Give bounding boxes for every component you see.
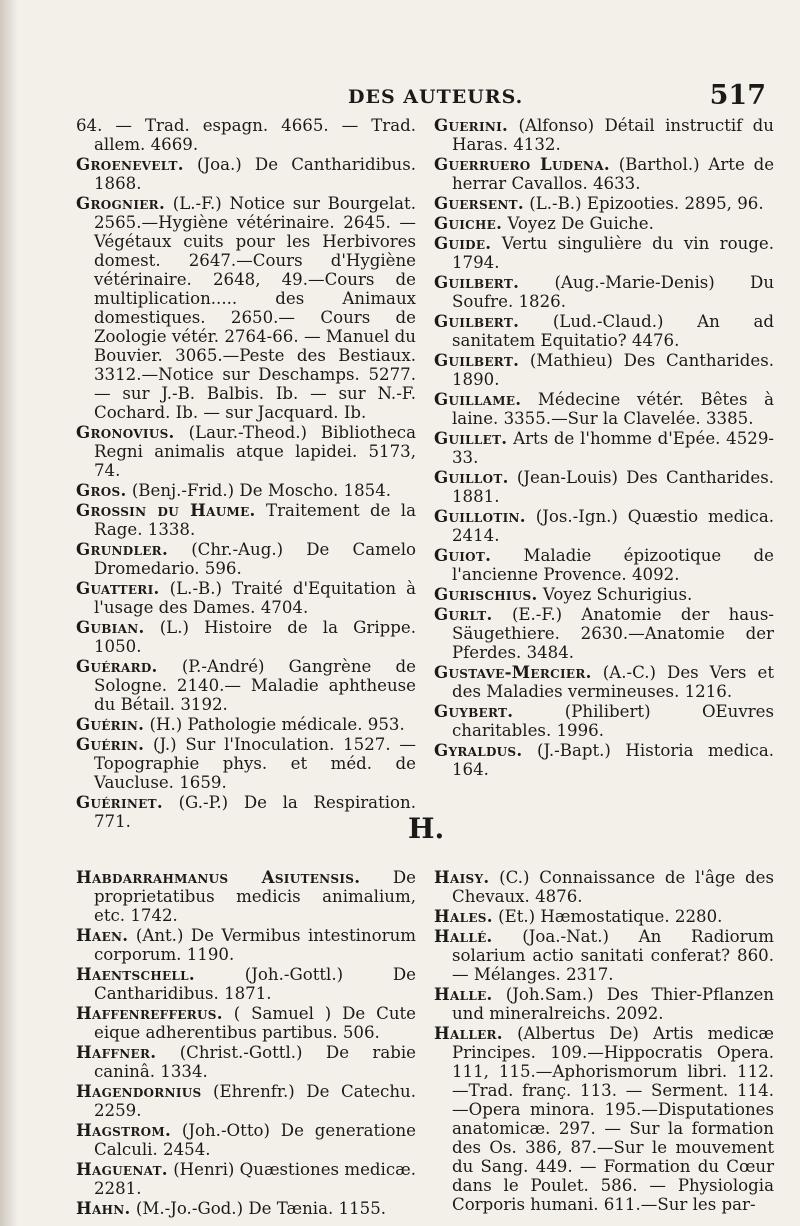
index-entry [434,214,774,233]
running-title: DES AUTEURS. [348,86,524,108]
author-name: Hales. [434,906,493,926]
author-name: Guillet. [434,428,508,448]
author-name: Groenevelt. [76,154,184,174]
author-name: Hagstrom. [76,1120,172,1140]
author-name: Grossin du Haume. [76,500,256,520]
entry-text: (L.-B.) Epizooties. 2895, 96. [529,194,764,213]
entry-text: De proprietatibus medicis animalium, etc. 1742. [94,868,416,925]
index-entry [434,234,774,272]
entry-text: (Et.) Hæmostatique. 2280. [498,907,723,926]
entry-text: (Joh.-Gottl.) De Cantharidibus. 1871. [94,965,416,1003]
index-entry [434,1024,774,1214]
entry-text: Voyez De Guiche. [507,214,654,233]
index-entry [434,985,774,1023]
entry-text: (Philibert) OEuvres charitables. 1996. [452,702,774,740]
right-column-h-entries [434,868,774,1215]
author-name: Guiche. [434,213,503,233]
author-name: Guérin. [76,734,145,754]
index-entry [434,585,774,604]
entry-text: (Jean-Louis) Des Cantharides. 1881. [452,468,774,506]
index-entry [76,1160,416,1198]
author-name: Halle. [434,984,493,1004]
entry-text: (Chr.-Aug.) De Camelo Dromedario. 596. [94,540,416,578]
entry-text: (Jos.-Ign.) Quæstio medica. 2414. [452,507,774,545]
entry-text: (Ant.) De Vermibus intestinorum corporum. 1190. [94,926,417,964]
author-name: Guide. [434,233,492,253]
entry-text: (M.-Jo.-God.) De Tænia. 1155. [135,1199,387,1218]
author-name: Guilbert. [434,311,520,331]
entry-text: Vertu singulière du vin rouge. 1794. [452,234,774,272]
author-name: Guillot. [434,467,509,487]
index-entry [76,926,416,964]
index-entry [434,194,774,213]
entry-text: Arts de l'homme d'Epée. 4529-33. [452,429,774,467]
entry-text: (Joa.) De Cantharidibus. 1868. [94,155,416,193]
entry-text: (L.-F.) Notice sur Bourgelat. 2565.—Hygiène vétérinaire. 2645. —Végétaux cuits pour les Herbivores domest. 2647.—Cours d'Hygiène vétérinaire. 2648, 49.—Cours de multiplication..... des Animaux domestiques. 2650.— Cours de Zoologie vétér. 2764-66. — Manuel du Bouvier. 3065.—Peste des Bestiaux. 3312.—Notice sur Deschamps. 5277. — sur J.-B. Balbis. Ib. — sur N.-F. Cochard. Ib. — sur Jacquard. Ib. [94,194,416,422]
entry-text: (Albertus De) Artis medicæ Principes. 109.—Hippocratis Opera. 111, 115.—Aphorismorum libri. 112. —Trad. franç. 113. — Serment. 114. —Opera minora. 195.—Disputationes anatomicæ. 297. — Sur la formation des Os. 386, 87.—Sur le mouvement du Sang. 449. — Formation du Cœur dans le Poulet. 586. — Physiologia Corporis humani. 611.—Sur les par- [452,1024,774,1214]
index-entry [434,351,774,389]
index-entry [76,116,416,154]
entry-text: (Benj.-Frid.) De Moscho. 1854. [131,481,392,500]
author-name: Gyraldus. [434,740,523,760]
index-entry [76,1043,416,1081]
index-entry [434,429,774,467]
author-name: Habdarrahmanus Asiutensis. [76,867,361,887]
author-name: Guybert. [434,701,514,721]
author-name: Haguenat. [76,1159,168,1179]
entry-text: (H.) Pathologie médicale. 953. [149,715,405,734]
entry-text: Maladie épizootique de l'ancienne Provence. 4092. [452,546,774,584]
author-name: Haffner. [76,1042,157,1062]
entry-text: (Lud.-Claud.) An ad sanitatem Equitatio? 4476. [452,312,774,350]
entry-text: (Alfonso) Détail instructif du Haras. 4132. [452,116,774,154]
entry-text: (E.-F.) Anatomie der haus-Säugethiere. 2630.—Anatomie der Pferdes. 3484. [452,605,774,662]
author-name: Gronovius. [76,422,175,442]
entry-text: (P.-André) Gangrène de Sologne. 2140.— Maladie aphtheuse du Bétail. 3192. [94,657,416,714]
author-name: Guérin. [76,714,145,734]
author-name: Guérinet. [76,792,163,812]
author-name: Haffenrefferus. [76,1003,223,1023]
left-column-g-entries [76,116,416,832]
entry-text: (L.) Histoire de la Grippe. 1050. [94,618,416,656]
index-entry [76,155,416,193]
index-entry [76,1004,416,1042]
index-entry [76,657,416,714]
entry-text: Voyez Schurigius. [542,585,693,604]
author-name: Guatteri. [76,578,160,598]
author-name: Guerini. [434,115,509,135]
author-name: Haentschell. [76,964,195,984]
index-entry [76,715,416,734]
author-name: Guillame. [434,389,522,409]
index-entry [76,735,416,792]
index-entry [76,1199,416,1218]
entry-text: (Barthol.) Arte de herrar Cavallos. 4633. [452,155,775,193]
index-entry [434,312,774,350]
entry-text: (Joh.-Otto) De generatione Calculi. 2454. [94,1121,417,1159]
page-header [0,80,800,120]
index-entry [76,423,416,480]
author-name: Haisy. [434,867,490,887]
index-entry [434,155,774,193]
index-entry [76,868,416,925]
entry-text: (Joh.Sam.) Des Thier-Pflanzen und mineralreichs. 2092. [452,985,774,1023]
index-entry [76,501,416,539]
index-entry [434,663,774,701]
index-entry [76,1121,416,1159]
author-name: Haen. [76,925,129,945]
index-entry [434,546,774,584]
entry-text: (C.) Connaissance de l'âge des Chevaux. 4876. [452,868,774,906]
index-entry [76,965,416,1003]
section-letter-h: H. [408,812,445,845]
author-name: Gustave-Mercier. [434,662,592,682]
index-entry [76,579,416,617]
entry-text: (Ehrenfr.) De Catechu. 2259. [94,1082,416,1120]
index-entry [76,481,416,500]
author-name: Haller. [434,1023,503,1043]
page-edge-shadow [0,0,18,1226]
index-entry [434,702,774,740]
author-name: Gubian. [76,617,145,637]
author-name: Grognier. [76,193,166,213]
index-entry [434,116,774,154]
author-name: Guiot. [434,545,492,565]
entry-text: ( Samuel ) De Cute eique adherentibus partibus. 506. [94,1004,416,1042]
entry-text: 64. — Trad. espagn. 4665. — Trad. allem. 4669. [76,116,416,154]
author-name: Gurischius. [434,584,538,604]
entry-text: (J.) Sur l'Inoculation. 1527. —Topographie phys. et méd. de Vaucluse. 1659. [94,735,416,792]
index-entry [434,927,774,984]
entry-text: (Joa.-Nat.) An Radiorum solarium actio sanitati conferat? 860. — Mélanges. 2317. [452,927,774,984]
entry-text: (A.-C.) Des Vers et des Maladies vermineuses. 1216. [452,663,774,701]
right-column-g-entries [434,116,774,780]
entry-text: (Laur.-Theod.) Bibliotheca Regni animalis atque lapidei. 5173, 74. [94,423,416,480]
entry-text: (Mathieu) Des Cantharides. 1890. [452,351,774,389]
author-name: Guérard. [76,656,158,676]
author-name: Grundler. [76,539,169,559]
index-entry [434,507,774,545]
entry-text: (Christ.-Gottl.) De rabie caninâ. 1334. [94,1043,416,1081]
author-name: Hallé. [434,926,493,946]
author-name: Guilbert. [434,272,520,292]
index-entry [434,741,774,779]
author-name: Gros. [76,480,127,500]
index-entry [434,907,774,926]
index-entry [76,1082,416,1120]
index-entry [434,468,774,506]
author-name: Guilbert. [434,350,520,370]
author-name: Guillotin. [434,506,526,526]
entry-text: (G.-P.) De la Respiration. 771. [94,793,417,831]
left-column-h-entries [76,868,416,1219]
author-name: Hagendornius [76,1081,202,1101]
entry-text: (Aug.-Marie-Denis) Du Soufre. 1826. [452,273,775,311]
author-name: Guersent. [434,193,524,213]
author-name: Guerruero Ludena. [434,154,610,174]
index-entry [434,868,774,906]
author-name: Hahn. [76,1198,131,1218]
index-entry [76,618,416,656]
index-entry [76,540,416,578]
index-entry [434,605,774,662]
index-entry [434,273,774,311]
author-name: Gurlt. [434,604,493,624]
entry-text: Traitement de la Rage. 1338. [94,501,417,539]
entry-text: (J.-Bapt.) Historia medica. 164. [452,741,774,779]
page-number: 517 [709,80,766,111]
index-entry [434,390,774,428]
index-entry [76,194,416,422]
entry-text: (Henri) Quæstiones medicæ. 2281. [94,1160,416,1198]
entry-text: Médecine vétér. Bêtes à laine. 3355.—Sur la Clavelée. 3385. [452,390,774,428]
entry-text: (L.-B.) Traité d'Equitation à l'usage des Dames. 4704. [94,579,416,617]
index-entry [76,793,416,831]
